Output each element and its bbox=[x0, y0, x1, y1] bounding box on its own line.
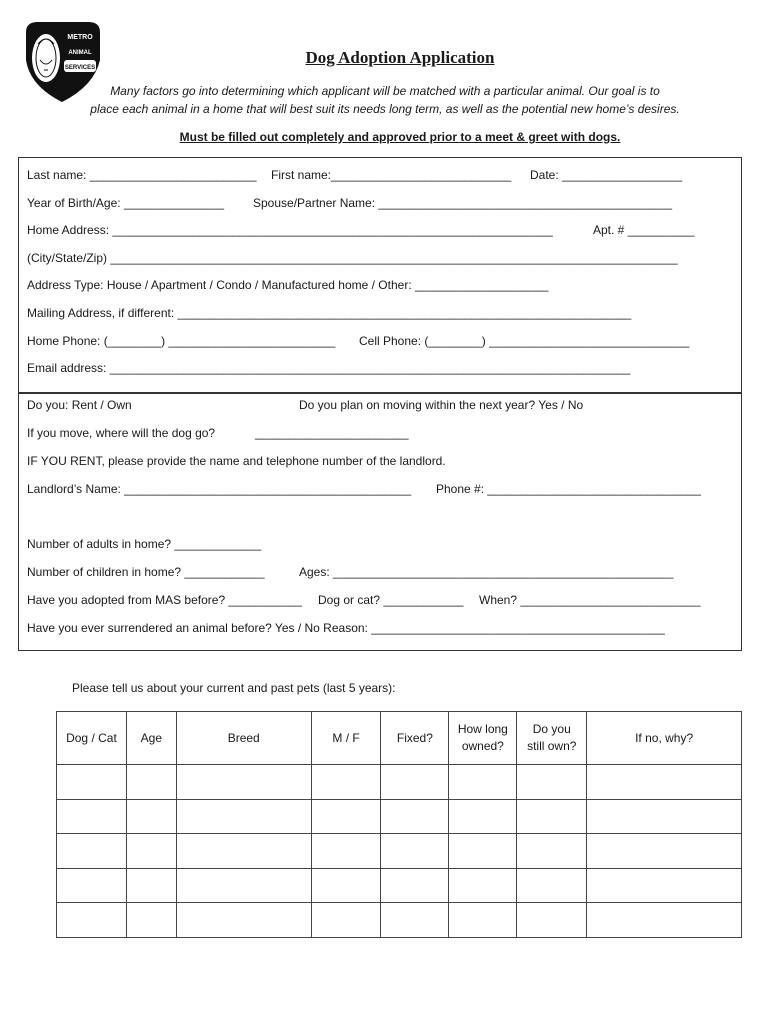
when-field[interactable]: When? ___________________________ bbox=[479, 593, 701, 607]
landlord-name-field[interactable]: Landlord’s Name: ___________________________________________ bbox=[27, 482, 412, 496]
if-move-field[interactable]: _______________________ bbox=[255, 426, 409, 440]
column-header-age: Age bbox=[126, 712, 176, 765]
table-cell[interactable] bbox=[449, 868, 517, 903]
adults-in-home-field[interactable]: Number of adults in home? _____________ bbox=[27, 537, 262, 551]
table-cell[interactable] bbox=[57, 799, 127, 834]
date-field[interactable]: Date: __________________ bbox=[530, 168, 683, 182]
intro-line-1: Many factors go into determining which applicant will be matched with a particular animal. Our goal is to bbox=[110, 84, 660, 98]
last-name-field[interactable]: Last name: _________________________ bbox=[27, 168, 257, 182]
table-cell[interactable] bbox=[126, 765, 176, 800]
table-cell[interactable] bbox=[126, 834, 176, 869]
pets-intro: Please tell us about your current and past pets (last 5 years): bbox=[72, 681, 396, 695]
table-cell[interactable] bbox=[517, 868, 587, 903]
logo-text-animal: ANIMAL bbox=[68, 50, 92, 56]
table-cell[interactable] bbox=[126, 868, 176, 903]
cell-phone-field[interactable]: Cell Phone: (________) ______________________________ bbox=[359, 334, 690, 348]
adopted-from-mas-field[interactable]: Have you adopted from MAS before? ___________ bbox=[27, 593, 302, 607]
table-cell[interactable] bbox=[449, 765, 517, 800]
logo-text-metro: METRO bbox=[67, 34, 93, 41]
table-row bbox=[57, 765, 742, 800]
housing-household-section bbox=[18, 393, 742, 651]
column-header-how-long-owned: How long owned? bbox=[449, 712, 517, 765]
column-header-fixed: Fixed? bbox=[381, 712, 449, 765]
table-cell[interactable] bbox=[381, 903, 449, 938]
table-row bbox=[57, 868, 742, 903]
logo-text-services: SERVICES bbox=[64, 65, 96, 71]
table-cell[interactable] bbox=[449, 903, 517, 938]
spouse-partner-field[interactable]: Spouse/Partner Name: ____________________________________________ bbox=[253, 196, 673, 210]
table-cell[interactable] bbox=[381, 799, 449, 834]
table-cell[interactable] bbox=[449, 799, 517, 834]
city-state-zip-field[interactable]: (City/State/Zip) _____________________________________________________________________________________ bbox=[27, 251, 678, 265]
dog-or-cat-field[interactable]: Dog or cat? ____________ bbox=[318, 593, 464, 607]
table-cell[interactable] bbox=[587, 868, 742, 903]
landlord-phone-field[interactable]: Phone #: ________________________________ bbox=[436, 482, 701, 496]
column-header-if-no-why: If no, why? bbox=[587, 712, 742, 765]
table-cell[interactable] bbox=[517, 799, 587, 834]
table-cell[interactable] bbox=[311, 868, 381, 903]
column-header-sex: M / F bbox=[311, 712, 381, 765]
if-rent-instruction: IF YOU RENT, please provide the name and telephone number of the landlord. bbox=[27, 454, 446, 468]
children-ages-field[interactable]: Ages: ___________________________________________________ bbox=[299, 565, 674, 579]
requirement-note: Must be filled out completely and approved prior to a meet & greet with dogs. bbox=[179, 130, 621, 144]
table-cell[interactable] bbox=[176, 799, 311, 834]
table-cell[interactable] bbox=[449, 834, 517, 869]
table-cell[interactable] bbox=[587, 834, 742, 869]
mailing-address-field[interactable]: Mailing Address, if different: ____________________________________________________________________ bbox=[27, 306, 632, 320]
table-cell[interactable] bbox=[176, 903, 311, 938]
pets-table-header bbox=[57, 712, 742, 765]
table-cell[interactable] bbox=[57, 834, 127, 869]
column-header-breed: Breed bbox=[176, 712, 311, 765]
column-header-still-own: Do you still own? bbox=[517, 712, 587, 765]
apt-field[interactable]: Apt. # __________ bbox=[593, 223, 695, 237]
surrendered-animal-field[interactable]: Have you ever surrendered an animal before? Yes / No Reason: ____________________________________________ bbox=[27, 621, 665, 635]
first-name-field[interactable]: First name:___________________________ bbox=[271, 168, 512, 182]
table-cell[interactable] bbox=[57, 765, 127, 800]
home-phone-field[interactable]: Home Phone: (________) _________________________ bbox=[27, 334, 336, 348]
table-cell[interactable] bbox=[57, 903, 127, 938]
table-cell[interactable] bbox=[57, 868, 127, 903]
applicant-info-section bbox=[18, 157, 742, 393]
table-cell[interactable] bbox=[126, 903, 176, 938]
address-type-field[interactable]: Address Type: House / Apartment / Condo / Manufactured home / Other: ____________________ bbox=[27, 278, 549, 292]
table-cell[interactable] bbox=[587, 799, 742, 834]
table-cell[interactable] bbox=[176, 834, 311, 869]
intro-text bbox=[70, 82, 700, 118]
table-row bbox=[57, 834, 742, 869]
table-cell[interactable] bbox=[587, 903, 742, 938]
table-cell[interactable] bbox=[126, 799, 176, 834]
table-cell[interactable] bbox=[176, 868, 311, 903]
table-row bbox=[57, 799, 742, 834]
table-cell[interactable] bbox=[517, 765, 587, 800]
document-title: Dog Adoption Application bbox=[305, 48, 495, 67]
column-header-dog-cat: Dog / Cat bbox=[57, 712, 127, 765]
table-cell[interactable] bbox=[587, 765, 742, 800]
home-address-field[interactable]: Home Address: __________________________________________________________________ bbox=[27, 223, 553, 237]
table-cell[interactable] bbox=[381, 868, 449, 903]
table-cell[interactable] bbox=[176, 765, 311, 800]
table-cell[interactable] bbox=[381, 765, 449, 800]
children-in-home-field[interactable]: Number of children in home? ____________ bbox=[27, 565, 265, 579]
intro-line-2: place each animal in a home that will best suit its needs long term, as well as the potential new home’s desires. bbox=[90, 102, 680, 116]
table-cell[interactable] bbox=[311, 799, 381, 834]
table-cell[interactable] bbox=[311, 903, 381, 938]
table-row bbox=[57, 903, 742, 938]
table-cell[interactable] bbox=[381, 834, 449, 869]
moving-next-year-field[interactable]: Do you plan on moving within the next year? Yes / No bbox=[299, 398, 584, 412]
table-cell[interactable] bbox=[311, 834, 381, 869]
table-cell[interactable] bbox=[517, 834, 587, 869]
table-cell[interactable] bbox=[517, 903, 587, 938]
year-of-birth-field[interactable]: Year of Birth/Age: _______________ bbox=[27, 196, 225, 210]
email-field[interactable]: Email address: ______________________________________________________________________________ bbox=[27, 361, 631, 375]
rent-own-field[interactable]: Do you: Rent / Own bbox=[27, 398, 132, 412]
pets-table bbox=[56, 711, 742, 938]
if-move-label: If you move, where will the dog go? bbox=[27, 426, 216, 440]
table-cell[interactable] bbox=[311, 765, 381, 800]
